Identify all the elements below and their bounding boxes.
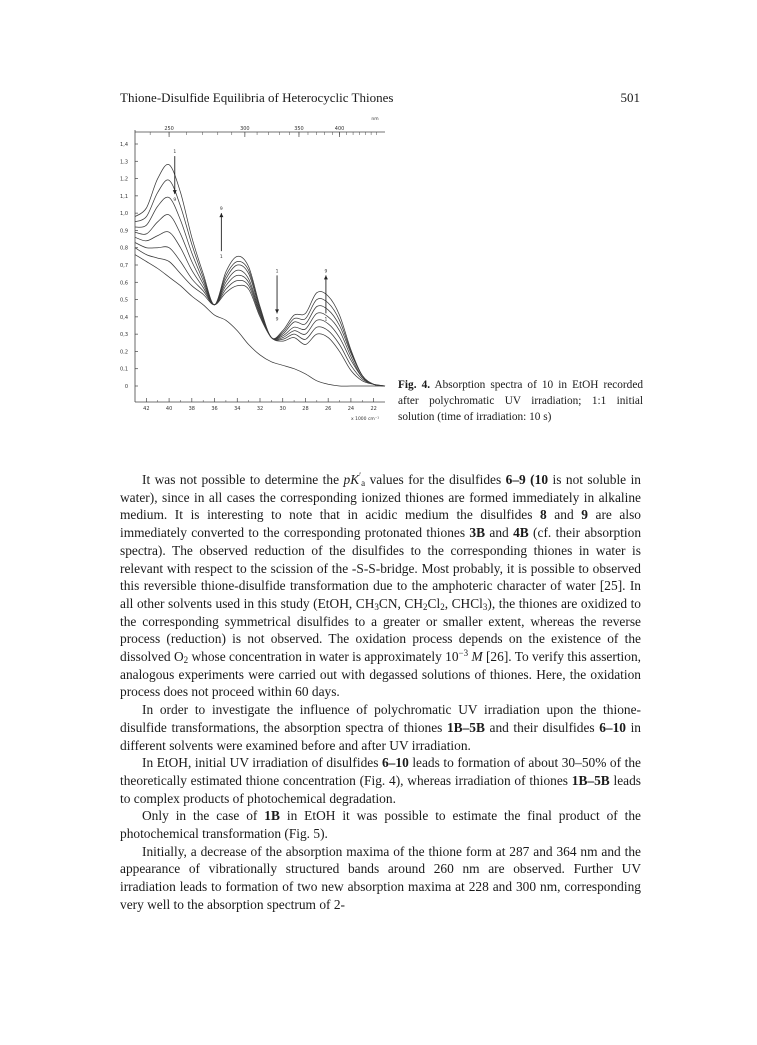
body-text	[120, 471, 641, 914]
y-tick-label: 1,1	[120, 193, 128, 200]
annotation-label-bottom: 9	[173, 198, 177, 204]
paragraph-2: In order to investigate the influence of polychromatic UV irradiation upon the thione-disulfide transformations, the absorption spectra of thiones 1B–5B and their disulfides 6–10 in different solvents were examined before and after UV irradiation.	[120, 702, 641, 753]
y-tick-label: 0,4	[120, 314, 128, 321]
y-tick-label: 0,1	[120, 366, 128, 373]
running-title: Thione-Disulfide Equilibria of Heterocyclic Thiones	[120, 90, 394, 105]
annotation-label-top: 9	[219, 207, 223, 213]
spectrum-curve-6	[135, 197, 385, 386]
paragraph-5: Initially, a decrease of the absorption maxima of the thione form at 287 and 364 nm and the appearance of vibrationally structured bands around 260 nm are observed. Further UV irradiation leads to formation of two new absorption maxima at 228 and 300 nm, corresponding very well to the absorption spectrum of 2-	[120, 843, 641, 912]
y-tick-label: 0,8	[120, 245, 128, 252]
annotation-label-top: 1	[173, 150, 177, 156]
x-tick-label: 40	[165, 406, 173, 412]
y-tick-label: 1,0	[120, 211, 128, 218]
top-tick-label: 350	[294, 126, 304, 132]
y-tick-label: 0,6	[120, 280, 128, 287]
y-tick-label: 0,9	[120, 228, 128, 235]
page-number: 501	[620, 90, 640, 105]
top-tick-label: 300	[240, 126, 250, 132]
x-tick-label: 42	[143, 406, 150, 412]
annotation-label-top: 1	[275, 269, 279, 275]
y-tick-label: 1,2	[120, 176, 128, 183]
x-tick-label: 24	[347, 406, 355, 412]
annotation-arrowhead	[219, 213, 223, 217]
y-tick-label: 0,2	[120, 349, 128, 356]
annotation-arrowhead	[324, 275, 328, 279]
annotation-label-top: 9	[324, 269, 328, 275]
x-tick-label: 32	[256, 406, 264, 412]
annotation-label-bottom: 1	[219, 255, 223, 261]
paragraph-1: It was not possible to determine the $pK'_a$ values for the disulfides 6–9 (10 is not soluble in water), since in all cases the corresponding ionized thiones are formed immediately in alkaline medium. It is interesting to note that in acidic medium the disulfides 8 and 9 are also immediately converted to the corresponding protonated thiones 3B and 4B (cf. their absorption spectra). The observed reduction of the disulfides to the corresponding thiones in water is relevant with respect to the scission of the -S-S-bridge. Most probably, it is possible to observed this reversible thione-disulfide transformation due to the amphoteric character of water [25]. In all other solvents used in this study (EtOH, $CH_3CN$, $CH_2Cl_2$, CHCl$_3$), the thiones are oxidized to the corresponding symmetrical disulfides to a greater or smaller extent, whereas the reverse process (reduction) is not observed. The oxidation process depends on the existence of the dissolved $O_2$ whose concentration in water is approximately $10^{-3}$ M [26]. To verify this assertion, analogous experiments were carried out with degassed solutions of thiones. Here, the oxidation process does not proceed within 60 days.	[120, 471, 642, 700]
x-tick-label: 30	[279, 406, 286, 412]
y-tick-label: 1,4	[120, 142, 128, 148]
spectrum-curve-5	[135, 214, 385, 386]
absorption-spectra-chart	[110, 116, 395, 428]
y-tick-label: 0,5	[120, 297, 128, 304]
top-axis-label: nm	[371, 117, 379, 122]
y-tick-label: 1,3	[120, 159, 128, 166]
spectrum-curve-2	[135, 248, 385, 386]
caption-text: Absorption spectra of 10 in EtOH recorded after polychromatic UV irradiation; 1:1 initial solution (time of irradiation: 10 s)	[398, 379, 643, 423]
caption-label: Fig. 4.	[398, 379, 431, 391]
x-tick-label: 38	[188, 406, 196, 412]
annotation-arrowhead	[275, 309, 279, 313]
x-tick-label: 34	[234, 406, 241, 412]
running-head	[120, 90, 640, 110]
figure-caption	[398, 377, 643, 425]
x-tick-label: 22	[370, 406, 377, 412]
spectrum-curve-1	[135, 255, 385, 387]
y-tick-label: 0	[124, 384, 128, 390]
annotation-label-bottom: 9	[275, 317, 279, 323]
y-tick-label: 0,3	[120, 332, 128, 339]
x-axis-label: x 1000 cm⁻¹	[350, 417, 380, 422]
x-tick-label: 36	[211, 406, 218, 412]
top-tick-label: 250	[164, 126, 174, 132]
y-tick-label: 0,7	[120, 263, 128, 269]
annotation-label-bottom: 1	[324, 317, 328, 323]
x-tick-label: 26	[324, 406, 332, 412]
x-tick-label: 28	[302, 406, 309, 412]
top-tick-label: 400	[334, 126, 345, 132]
paragraph-4: Only in the case of 1B in EtOH it was possible to estimate the final product of the photochemical transformation (Fig. 5).	[120, 808, 641, 842]
paragraph-3: In EtOH, initial UV irradiation of disulfides 6–10 leads to formation of about 30–50% of the theoretically estimated thione concentration (Fig. 4), whereas irradiation of thiones 1B–5B leads to complex products of photochemical degradation.	[120, 755, 641, 806]
